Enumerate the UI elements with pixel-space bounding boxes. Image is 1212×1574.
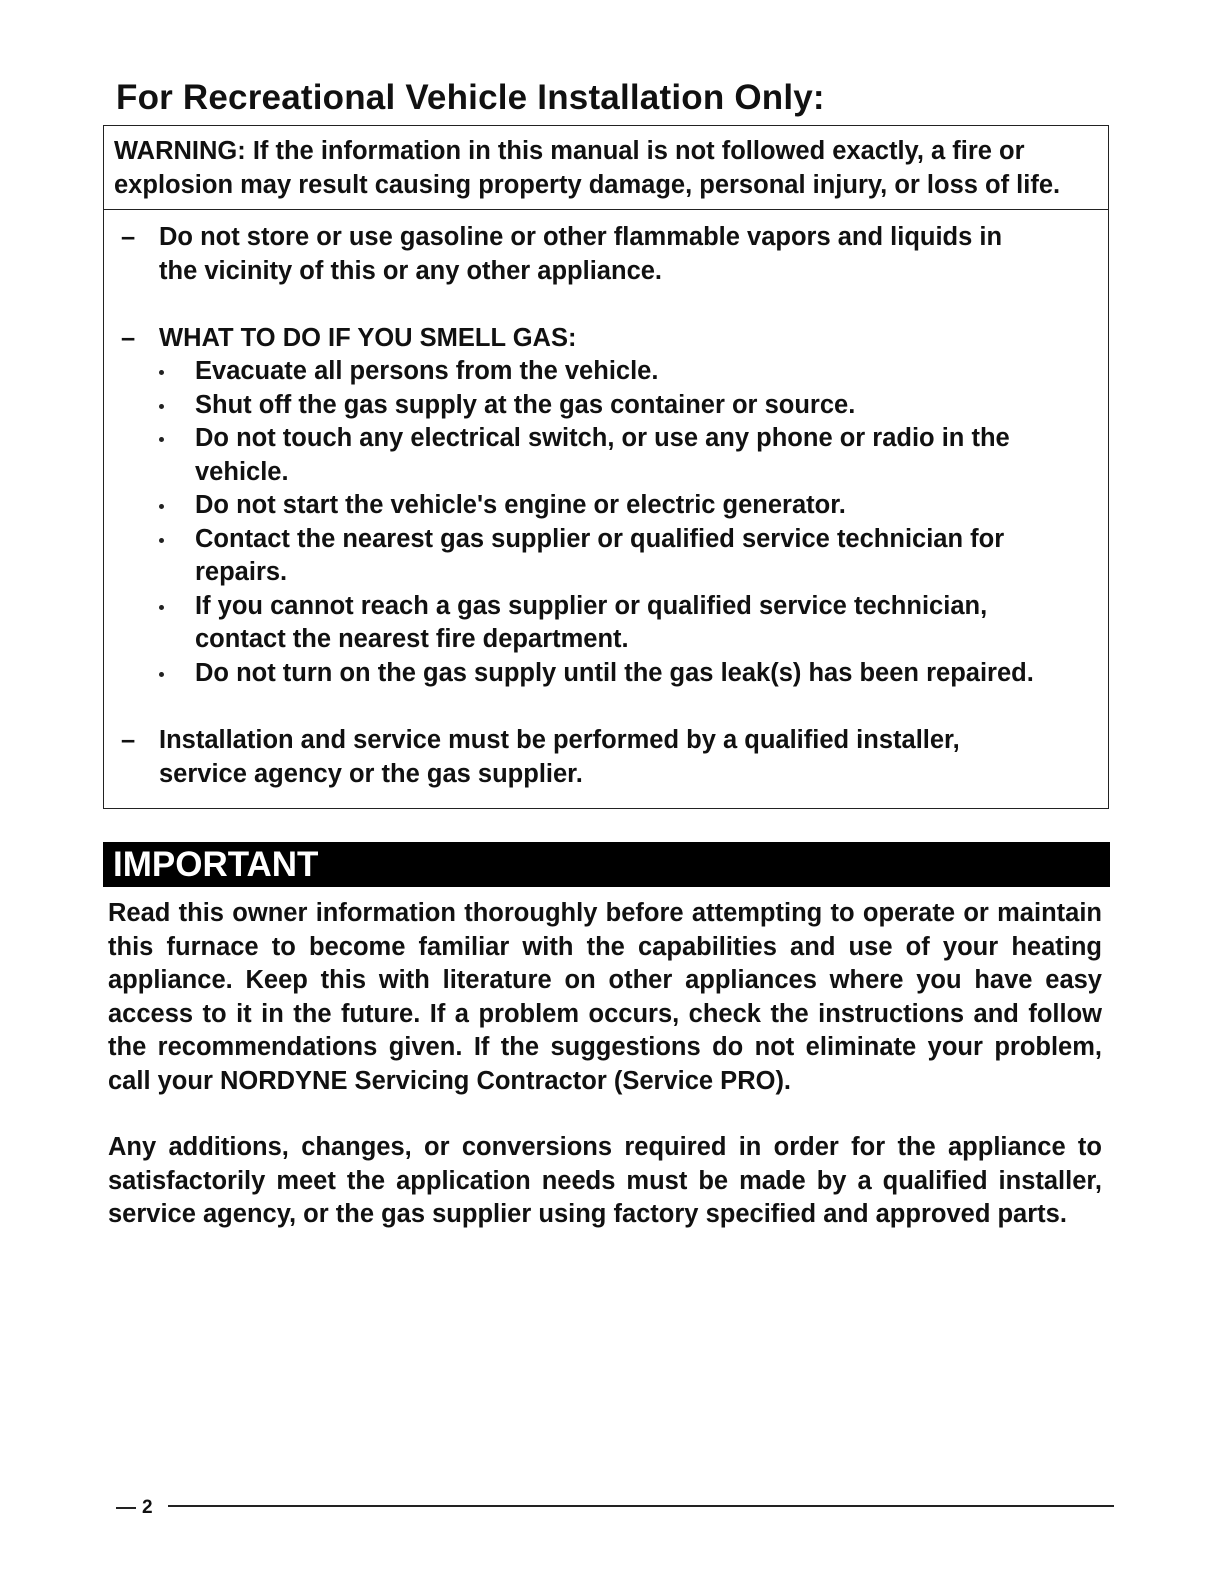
warning-item-line: Installation and service must be performed by a qualified installer, bbox=[159, 726, 960, 754]
bullet-item: Evacuate all persons from the vehicle. bbox=[104, 355, 1108, 389]
footer-rule bbox=[168, 1505, 1114, 1507]
dash-mark: – bbox=[121, 324, 136, 352]
warning-item-line: the vicinity of this or any other appliance. bbox=[159, 257, 663, 285]
warning-header-line: explosion may result causing property damage, personal injury, or loss of life. bbox=[114, 171, 1061, 199]
footer-dash bbox=[116, 1507, 136, 1509]
bullet-dot-icon bbox=[159, 504, 164, 509]
bullet-item: Do not turn on the gas supply until the gas leak(s) has been repaired. bbox=[104, 657, 1108, 691]
bullet-item: Shut off the gas supply at the gas container or source. bbox=[104, 389, 1108, 423]
bullet-dot-icon bbox=[159, 370, 164, 375]
page-title: For Recreational Vehicle Installation Only: bbox=[116, 78, 825, 117]
warning-box bbox=[103, 125, 1109, 809]
dash-mark: – bbox=[121, 726, 136, 754]
bullet-item: If you cannot reach a gas supplier or qualified service technician, contact the nearest fire department. bbox=[104, 590, 1108, 657]
important-paragraph: Any additions, changes, or conversions required in order for the appliance to satisfactorily meet the application needs must be made by a qualified installer, service agency, or the gas supplier using factory specified and approved parts. bbox=[108, 1133, 1102, 1228]
smell-gas-heading: WHAT TO DO IF YOU SMELL GAS: bbox=[159, 324, 577, 352]
warning-item-text bbox=[159, 220, 1088, 288]
bullet-dot-icon bbox=[159, 605, 164, 610]
bullet-dot-icon bbox=[159, 437, 164, 442]
bullet-item: Contact the nearest gas supplier or qualified service technician for repairs. bbox=[104, 523, 1108, 590]
bullet-item: Do not touch any electrical switch, or use any phone or radio in the vehicle. bbox=[104, 422, 1108, 489]
dash-mark: – bbox=[121, 223, 136, 251]
warning-item-line: Do not store or use gasoline or other flammable vapors and liquids in bbox=[159, 223, 1003, 251]
bullet-dot-icon bbox=[159, 538, 164, 543]
bullet-dot-icon bbox=[159, 404, 164, 409]
important-paragraph: Read this owner information thoroughly before attempting to operate or maintain this furnace to become familiar with the capabilities and use of your heating appliance. Keep this with literature on other appliances where you have easy access to it in the future. If a problem occurs, check the instructions and follow the recommendations given. If the suggestions do not eliminate your problem, call your NORDYNE Servicing Contractor (Service PRO). bbox=[108, 899, 1102, 1095]
page-number: 2 bbox=[142, 1497, 153, 1518]
smell-gas-bullet-list bbox=[104, 355, 1108, 690]
important-banner: IMPORTANT bbox=[103, 842, 1110, 887]
warning-header bbox=[104, 126, 1108, 210]
warning-item-text bbox=[159, 723, 1088, 791]
bullet-dot-icon bbox=[159, 672, 164, 677]
warning-item-line: service agency or the gas supplier. bbox=[159, 760, 583, 788]
bullet-item: Do not start the vehicle's engine or electric generator. bbox=[104, 489, 1108, 523]
warning-header-line: WARNING: If the information in this manual is not followed exactly, a fire or bbox=[114, 137, 1025, 165]
